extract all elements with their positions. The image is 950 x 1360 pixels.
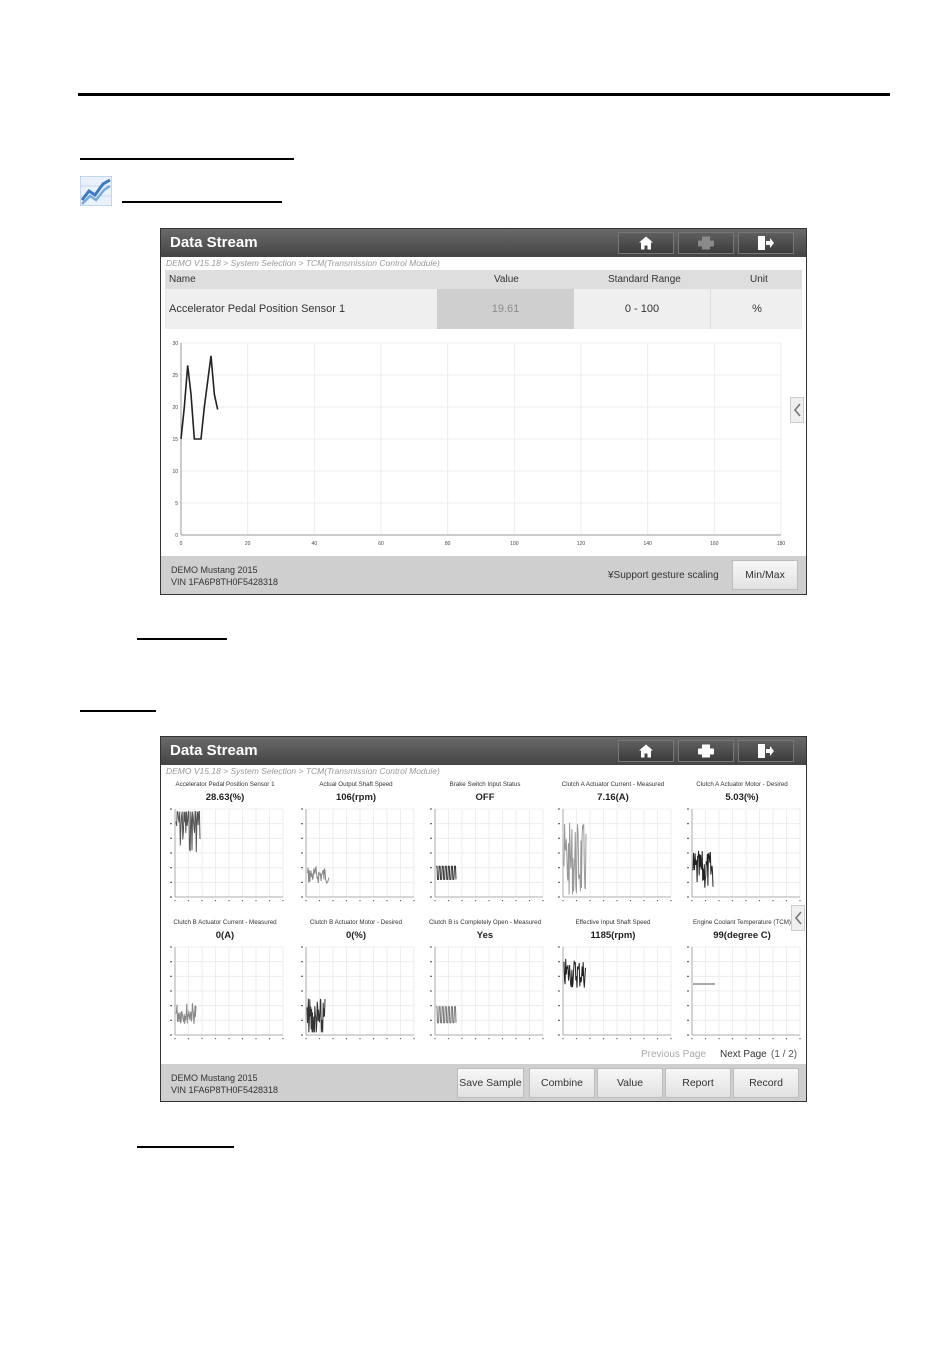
y-tick xyxy=(170,808,172,809)
screen-title: Data Stream xyxy=(170,742,258,759)
x-tick xyxy=(745,900,746,901)
table-row[interactable] xyxy=(165,289,802,329)
x-tick xyxy=(799,900,800,901)
home-button[interactable] xyxy=(618,232,674,254)
vehicle-vin: VIN 1FA6P8TH0F5428318 xyxy=(171,1085,279,1095)
x-tick xyxy=(616,900,617,901)
y-tick-label: 0 xyxy=(175,533,178,539)
exit-icon xyxy=(758,236,774,250)
row-standard-range: 0 - 100 xyxy=(574,289,711,329)
x-tick xyxy=(488,1038,489,1039)
y-tick xyxy=(687,976,689,977)
y-tick xyxy=(558,990,560,991)
x-tick xyxy=(643,900,644,901)
tile-trace xyxy=(564,959,586,988)
x-tick xyxy=(589,900,590,901)
tile-value: 0(A) xyxy=(215,930,235,941)
tile-label: Clutch B Actuator Current - Measured xyxy=(173,919,277,926)
y-tick xyxy=(687,1020,689,1021)
vehicle-info xyxy=(171,564,278,588)
x-tick xyxy=(332,1038,333,1039)
tile-label: Clutch A Actuator Current - Measured xyxy=(561,781,665,788)
x-tick xyxy=(228,1038,229,1039)
x-tick xyxy=(305,900,306,901)
y-tick xyxy=(430,882,432,883)
column-unit: Unit xyxy=(750,274,768,285)
x-tick xyxy=(332,900,333,901)
exit-button[interactable] xyxy=(738,740,794,762)
x-tick xyxy=(630,900,631,901)
y-tick xyxy=(301,946,303,947)
data-stream-screen-value-graph xyxy=(160,228,807,595)
x-tick xyxy=(201,900,202,901)
y-tick xyxy=(170,1034,172,1035)
y-tick xyxy=(301,990,303,991)
x-tick xyxy=(603,900,604,901)
x-tick xyxy=(319,900,320,901)
series-line xyxy=(181,356,218,439)
tile-mini-chart[interactable] xyxy=(553,805,673,907)
y-tick xyxy=(170,946,172,947)
title-bar xyxy=(161,229,806,257)
x-tick xyxy=(786,900,787,901)
page-header-rule xyxy=(78,93,890,96)
tile-value: 106(rpm) xyxy=(335,792,377,803)
y-tick xyxy=(430,990,432,991)
x-tick xyxy=(174,1038,175,1039)
x-tick xyxy=(657,1038,658,1039)
y-tick xyxy=(430,852,432,853)
value-line-chart[interactable] xyxy=(169,337,791,555)
x-tick xyxy=(359,1038,360,1039)
tile-trace xyxy=(307,999,325,1033)
x-tick xyxy=(448,900,449,901)
x-tick xyxy=(215,900,216,901)
y-tick xyxy=(558,1005,560,1006)
tile-mini-chart[interactable] xyxy=(165,805,285,907)
y-tick xyxy=(687,1005,689,1006)
tile-value: 5.03(%) xyxy=(725,792,759,803)
vehicle-info xyxy=(171,1072,278,1096)
y-tick xyxy=(301,808,303,809)
trend-chart-icon xyxy=(80,176,112,206)
x-tick xyxy=(282,1038,283,1039)
x-tick xyxy=(215,1038,216,1039)
x-tick xyxy=(269,900,270,901)
y-tick xyxy=(301,838,303,839)
y-tick xyxy=(301,896,303,897)
y-tick xyxy=(430,946,432,947)
x-tick xyxy=(373,900,374,901)
x-tick xyxy=(732,1038,733,1039)
save-sample-button[interactable]: Save Sample xyxy=(457,1068,524,1098)
y-tick xyxy=(558,976,560,977)
tile-mini-chart[interactable] xyxy=(425,943,545,1045)
y-tick xyxy=(558,808,560,809)
y-tick xyxy=(558,852,560,853)
tile-mini-chart[interactable] xyxy=(553,943,673,1045)
y-tick xyxy=(170,823,172,824)
y-tick xyxy=(170,1005,172,1006)
x-tick-label: 140 xyxy=(643,541,652,547)
x-tick xyxy=(434,900,435,901)
y-tick-label: 15 xyxy=(172,437,178,443)
x-tick xyxy=(305,1038,306,1039)
x-tick xyxy=(576,1038,577,1039)
x-tick xyxy=(269,1038,270,1039)
tile-label: Brake Switch Input Status xyxy=(449,781,521,788)
x-tick xyxy=(691,1038,692,1039)
x-tick xyxy=(242,1038,243,1039)
y-tick xyxy=(687,990,689,991)
y-tick xyxy=(558,1034,560,1035)
y-tick xyxy=(430,961,432,962)
x-tick xyxy=(461,1038,462,1039)
x-tick-label: 40 xyxy=(311,541,318,547)
x-tick xyxy=(799,1038,800,1039)
y-tick xyxy=(170,852,172,853)
tile-label: Actual Output Shaft Speed xyxy=(319,781,393,788)
screen-title: Data Stream xyxy=(170,234,258,251)
y-tick xyxy=(170,838,172,839)
x-tick xyxy=(745,1038,746,1039)
side-panel-toggle[interactable] xyxy=(791,905,805,931)
y-tick xyxy=(301,852,303,853)
x-tick xyxy=(643,1038,644,1039)
x-tick xyxy=(562,900,563,901)
x-tick xyxy=(603,1038,604,1039)
x-tick xyxy=(759,1038,760,1039)
x-tick xyxy=(448,1038,449,1039)
vehicle-model: DEMO Mustang 2015 xyxy=(171,565,258,575)
x-tick xyxy=(434,1038,435,1039)
y-tick xyxy=(430,1020,432,1021)
subsection-heading-underline xyxy=(122,201,282,203)
x-tick xyxy=(718,900,719,901)
combine-button[interactable]: Combine xyxy=(529,1068,595,1098)
x-tick xyxy=(413,1038,414,1039)
x-tick xyxy=(691,900,692,901)
x-tick xyxy=(705,1038,706,1039)
section-heading-underline-2 xyxy=(80,710,156,712)
tile-value: 99(degree C) xyxy=(713,930,771,941)
y-tick xyxy=(170,990,172,991)
x-tick-label: 0 xyxy=(179,541,183,547)
y-tick-label: 20 xyxy=(172,405,178,411)
x-tick xyxy=(400,900,401,901)
y-tick xyxy=(687,852,689,853)
data-stream-screen-graph-grid xyxy=(160,736,807,1102)
y-tick xyxy=(558,823,560,824)
column-value: Value xyxy=(494,274,519,285)
home-icon xyxy=(639,237,653,250)
x-tick xyxy=(786,1038,787,1039)
y-tick xyxy=(170,976,172,977)
tile-mini-chart[interactable] xyxy=(296,943,416,1045)
y-tick xyxy=(170,1020,172,1021)
vehicle-vin: VIN 1FA6P8TH0F5428318 xyxy=(171,577,279,587)
x-tick-label: 100 xyxy=(510,541,519,547)
y-tick xyxy=(430,823,432,824)
y-tick xyxy=(430,1005,432,1006)
x-tick xyxy=(188,900,189,901)
y-tick xyxy=(301,976,303,977)
x-tick xyxy=(188,1038,189,1039)
x-tick xyxy=(255,1038,256,1039)
y-tick xyxy=(301,961,303,962)
y-tick xyxy=(170,882,172,883)
tile-mini-chart[interactable] xyxy=(165,943,285,1045)
x-tick-label: 20 xyxy=(244,541,251,547)
x-tick-label: 120 xyxy=(576,541,586,547)
previous-page-link[interactable]: Previous Page xyxy=(641,1049,707,1060)
y-tick xyxy=(430,976,432,977)
x-tick xyxy=(359,900,360,901)
x-tick xyxy=(346,900,347,901)
tile-label: Clutch B Actuator Motor - Desired xyxy=(309,919,403,926)
tile-value: Yes xyxy=(476,930,494,941)
tile-mini-chart[interactable] xyxy=(682,805,802,907)
tile-label: Clutch B is Completely Open - Measured xyxy=(428,919,542,926)
y-tick xyxy=(170,961,172,962)
y-tick-label: 5 xyxy=(175,501,178,507)
x-tick xyxy=(515,1038,516,1039)
x-tick xyxy=(488,900,489,901)
x-tick xyxy=(228,900,229,901)
min-max-button[interactable]: Min/Max xyxy=(732,560,798,590)
y-tick xyxy=(170,896,172,897)
chevron-left-icon xyxy=(794,911,803,925)
title-bar xyxy=(161,737,806,765)
y-tick xyxy=(301,882,303,883)
x-tick xyxy=(174,900,175,901)
x-tick xyxy=(542,900,543,901)
y-tick xyxy=(558,1020,560,1021)
column-standard-range: Standard Range xyxy=(608,274,681,285)
x-tick-label: 60 xyxy=(378,541,384,547)
y-tick xyxy=(558,961,560,962)
y-tick xyxy=(687,882,689,883)
figure-caption-underline xyxy=(137,638,227,640)
y-tick xyxy=(430,896,432,897)
printer-icon xyxy=(698,237,714,250)
x-tick xyxy=(400,1038,401,1039)
y-tick xyxy=(430,1034,432,1035)
x-tick xyxy=(670,1038,671,1039)
x-tick xyxy=(657,900,658,901)
tile-label: Engine Coolant Temperature (TCM) xyxy=(693,919,791,926)
x-tick-label: 160 xyxy=(710,541,719,547)
x-tick xyxy=(255,900,256,901)
tile-trace xyxy=(564,823,586,895)
y-tick xyxy=(687,867,689,868)
home-button[interactable] xyxy=(618,740,674,762)
x-tick xyxy=(242,900,243,901)
x-tick xyxy=(732,900,733,901)
x-tick xyxy=(576,900,577,901)
tile-trace xyxy=(176,812,200,853)
breadcrumb: DEMO V15.18 > System Selection > TCM(Transmission Control Module) xyxy=(166,766,440,776)
x-tick xyxy=(475,900,476,901)
tile-trace xyxy=(307,867,329,883)
row-unit: % xyxy=(752,303,762,315)
y-tick xyxy=(301,823,303,824)
breadcrumb: DEMO V15.18 > System Selection > TCM(Transmission Control Module) xyxy=(166,258,440,268)
x-tick xyxy=(346,1038,347,1039)
chevron-left-icon xyxy=(793,403,802,417)
x-tick xyxy=(502,1038,503,1039)
x-tick xyxy=(502,900,503,901)
x-tick xyxy=(589,1038,590,1039)
y-tick xyxy=(687,1034,689,1035)
tile-value: 28.63(%) xyxy=(205,792,245,803)
home-icon xyxy=(639,745,653,758)
y-tick xyxy=(301,867,303,868)
x-tick xyxy=(373,1038,374,1039)
x-tick xyxy=(386,900,387,901)
y-tick xyxy=(301,1005,303,1006)
report-button[interactable]: Report xyxy=(665,1068,731,1098)
vehicle-model: DEMO Mustang 2015 xyxy=(171,1073,258,1083)
y-tick xyxy=(687,823,689,824)
x-tick xyxy=(529,1038,530,1039)
x-tick xyxy=(542,1038,543,1039)
x-tick xyxy=(772,900,773,901)
table-header xyxy=(165,270,802,289)
y-tick xyxy=(430,838,432,839)
value-button[interactable]: Value xyxy=(597,1068,663,1098)
tile-mini-chart[interactable] xyxy=(682,943,802,1045)
y-tick xyxy=(558,838,560,839)
x-tick xyxy=(562,1038,563,1039)
y-tick xyxy=(430,867,432,868)
x-tick xyxy=(616,1038,617,1039)
tile-value: 0(%) xyxy=(345,930,367,941)
tile-value: 1185(rpm) xyxy=(590,930,636,941)
x-tick xyxy=(282,900,283,901)
tile-trace xyxy=(436,866,456,879)
x-tick xyxy=(475,1038,476,1039)
y-tick xyxy=(558,896,560,897)
tile-mini-chart[interactable] xyxy=(296,805,416,907)
next-page-link[interactable]: Next Page xyxy=(720,1049,767,1060)
footer-bar xyxy=(161,556,806,594)
row-name: Accelerator Pedal Position Sensor 1 xyxy=(169,303,346,315)
y-tick-label: 30 xyxy=(172,341,178,347)
tile-mini-chart[interactable] xyxy=(425,805,545,907)
x-tick xyxy=(630,1038,631,1039)
x-tick xyxy=(529,900,530,901)
figure-caption-underline-2 xyxy=(137,1146,234,1148)
side-panel-toggle[interactable] xyxy=(790,397,804,423)
record-button[interactable]: Record xyxy=(733,1068,799,1098)
y-tick xyxy=(558,867,560,868)
y-tick xyxy=(558,882,560,883)
tile-label: Effective Input Shaft Speed xyxy=(575,919,651,926)
exit-icon xyxy=(758,744,774,758)
x-tick xyxy=(718,1038,719,1039)
x-tick xyxy=(413,900,414,901)
tile-value: OFF xyxy=(475,792,495,803)
section-heading-underline xyxy=(80,158,294,160)
row-value: 19.61 xyxy=(437,289,574,329)
y-tick xyxy=(687,896,689,897)
x-tick xyxy=(386,1038,387,1039)
y-tick-label: 10 xyxy=(172,469,178,475)
x-tick-label: 180 xyxy=(776,541,786,547)
y-tick xyxy=(430,808,432,809)
y-tick-label: 25 xyxy=(172,373,178,379)
y-tick xyxy=(687,961,689,962)
gesture-scaling-hint: ¥Support gesture scaling xyxy=(608,570,719,581)
y-tick xyxy=(558,946,560,947)
y-tick xyxy=(301,1020,303,1021)
y-tick xyxy=(687,808,689,809)
print-button[interactable] xyxy=(678,232,734,254)
exit-button[interactable] xyxy=(738,232,794,254)
x-tick xyxy=(670,900,671,901)
y-tick xyxy=(687,946,689,947)
print-button[interactable] xyxy=(678,740,734,762)
x-tick-label: 80 xyxy=(444,541,451,547)
x-tick xyxy=(705,900,706,901)
tile-label: Accelerator Pedal Position Sensor 1 xyxy=(175,781,275,788)
x-tick xyxy=(461,900,462,901)
printer-icon xyxy=(698,745,714,758)
tile-label: Clutch A Actuator Motor - Desired xyxy=(696,781,788,788)
y-tick xyxy=(687,838,689,839)
column-name: Name xyxy=(169,274,196,285)
tile-value: 7.16(A) xyxy=(597,792,629,803)
y-tick xyxy=(301,1034,303,1035)
x-tick xyxy=(515,900,516,901)
y-tick xyxy=(170,867,172,868)
footer-bar xyxy=(161,1064,806,1101)
x-tick xyxy=(319,1038,320,1039)
x-tick xyxy=(772,1038,773,1039)
x-tick xyxy=(201,1038,202,1039)
x-tick xyxy=(759,900,760,901)
page-indicator: (1 / 2) xyxy=(771,1049,798,1060)
